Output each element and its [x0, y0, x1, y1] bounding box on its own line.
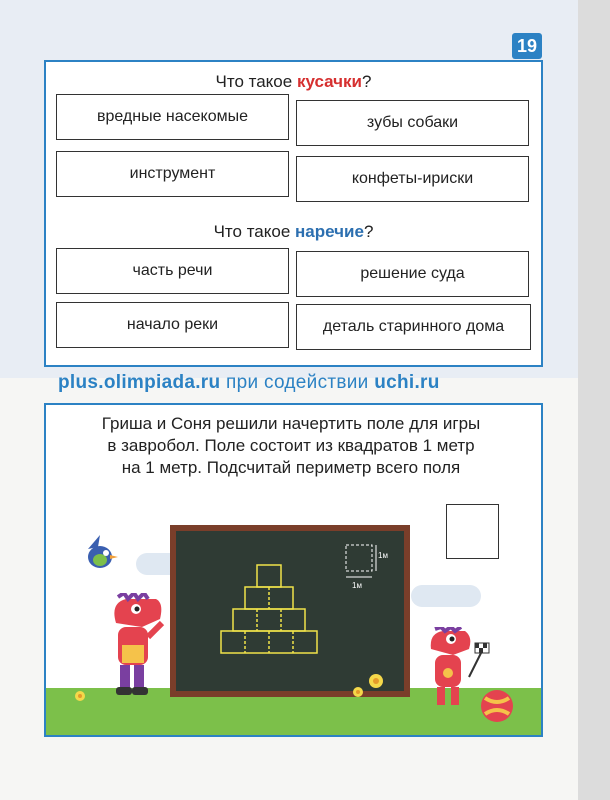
option-2-1[interactable]: часть речи — [56, 248, 289, 294]
option-2-3[interactable]: начало реки — [56, 302, 289, 348]
dinosaur-mascot-left — [96, 593, 168, 708]
question-1-prefix: Что такое — [215, 72, 297, 91]
sponsor-line — [58, 372, 538, 394]
bird-mascot — [80, 533, 120, 575]
question-2-prefix: Что такое — [213, 222, 296, 241]
option-2-4[interactable]: деталь старинного дома — [296, 304, 531, 350]
flower-icon — [366, 671, 386, 691]
question-2-suffix: ? — [363, 222, 374, 241]
question-2 — [46, 222, 541, 242]
task-text — [56, 413, 526, 479]
answer-box[interactable] — [446, 504, 499, 559]
chalk-drawing — [176, 531, 404, 691]
flower-tiny-icon — [74, 690, 86, 702]
sponsor-site-olimpiada: plus.olimpiada.ru — [58, 372, 221, 393]
ball-icon — [479, 688, 515, 724]
task-text-line-3: на 1 метр. Подсчитай периметр всего поля — [121, 458, 461, 477]
scale-label-bottom: 1м — [352, 581, 362, 590]
option-1-4[interactable]: конфеты-ириски — [296, 156, 529, 202]
question-1-suffix: ? — [362, 72, 372, 91]
question-1-keyword: кусачки — [296, 72, 362, 91]
sponsor-site-uchi: uchi.ru — [374, 372, 440, 393]
question-1 — [46, 72, 541, 92]
quiz-panel — [44, 60, 543, 367]
option-1-2[interactable]: зубы собаки — [296, 100, 529, 146]
task-panel — [44, 403, 543, 737]
sponsor-middle-text: при содействии — [226, 372, 369, 393]
scale-label-side: 1м — [378, 551, 388, 560]
page-number-badge: 19 — [512, 33, 542, 59]
option-2-2[interactable]: решение суда — [296, 251, 529, 297]
cloud-right — [411, 585, 481, 607]
task-text-line-2: в завробол. Поле состоит из квадратов 1 метр — [107, 436, 475, 455]
page-edge — [578, 0, 610, 800]
question-2-keyword: наречие — [295, 222, 364, 241]
option-1-1[interactable]: вредные насекомые — [56, 94, 289, 140]
option-1-3[interactable]: инструмент — [56, 151, 289, 197]
task-text-line-1: Гриша и Соня решили начертить поле для игры — [101, 414, 481, 433]
flower-small-icon — [351, 685, 365, 699]
chalkboard-surface — [176, 531, 404, 691]
